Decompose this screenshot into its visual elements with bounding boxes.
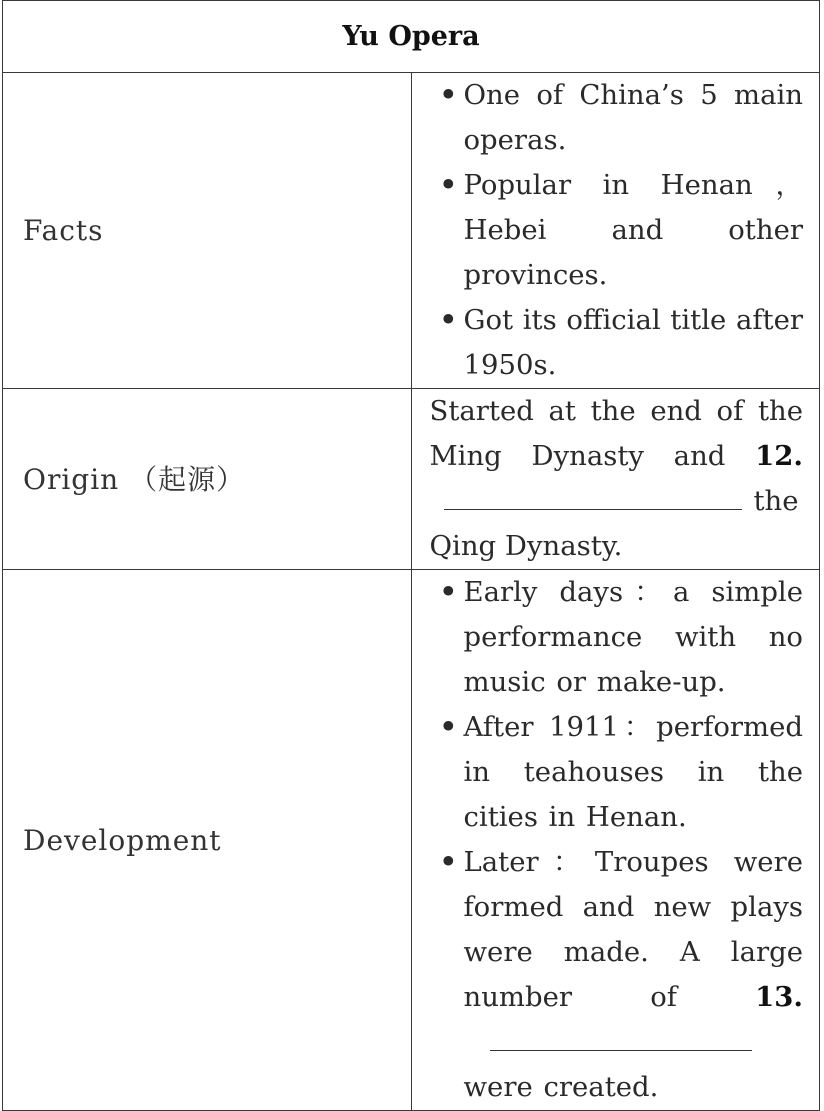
answer-blank-12[interactable] [444, 508, 742, 510]
row-label-facts: Facts [3, 73, 412, 389]
origin-text-after: the Qing Dynasty. [429, 485, 799, 562]
list-item [430, 298, 804, 388]
table-title: Yu Opera [3, 1, 820, 73]
development-text: Early days：a simple performance with no music or make-up. [463, 576, 803, 698]
row-label-origin: Origin （起源） [3, 389, 412, 570]
list-item [430, 163, 804, 298]
origin-text-before: Started at the end of the Ming Dynasty and [429, 395, 803, 472]
table-row-facts [3, 73, 820, 389]
row-content-origin [411, 389, 820, 570]
row-content-facts [411, 73, 820, 389]
list-item [430, 840, 804, 1110]
answer-blank-13[interactable] [490, 1049, 752, 1051]
bullet-icon: • [439, 711, 458, 743]
bullet-icon: • [439, 846, 458, 878]
question-number-12: 12. [755, 440, 803, 472]
row-content-development [411, 570, 820, 1111]
fact-text: One of China’s 5 main operas. [463, 79, 803, 156]
table-row-origin [3, 389, 820, 570]
question-number-13: 13. [755, 981, 803, 1013]
list-item [430, 705, 804, 840]
development-list [430, 570, 804, 1110]
development-text-after: were created. [463, 1071, 659, 1103]
bullet-icon: • [439, 576, 458, 608]
fact-text: Got its official title after 1950s. [463, 304, 803, 381]
development-text: Later：Troupes were formed and new plays were made. A large number of [463, 846, 803, 1013]
facts-list [430, 73, 804, 388]
bullet-icon: • [439, 79, 458, 111]
table-row-development [3, 570, 820, 1111]
fact-text: Popular in Henan，Hebei and other provinces. [463, 169, 803, 291]
development-text: After 1911：performed in teahouses in the cities in Henan. [463, 711, 803, 833]
bullet-icon: • [439, 169, 458, 201]
list-item [430, 570, 804, 705]
yu-opera-table [2, 0, 820, 1111]
list-item [430, 73, 804, 163]
bullet-icon: • [439, 304, 458, 336]
row-label-development: Development [3, 570, 412, 1111]
